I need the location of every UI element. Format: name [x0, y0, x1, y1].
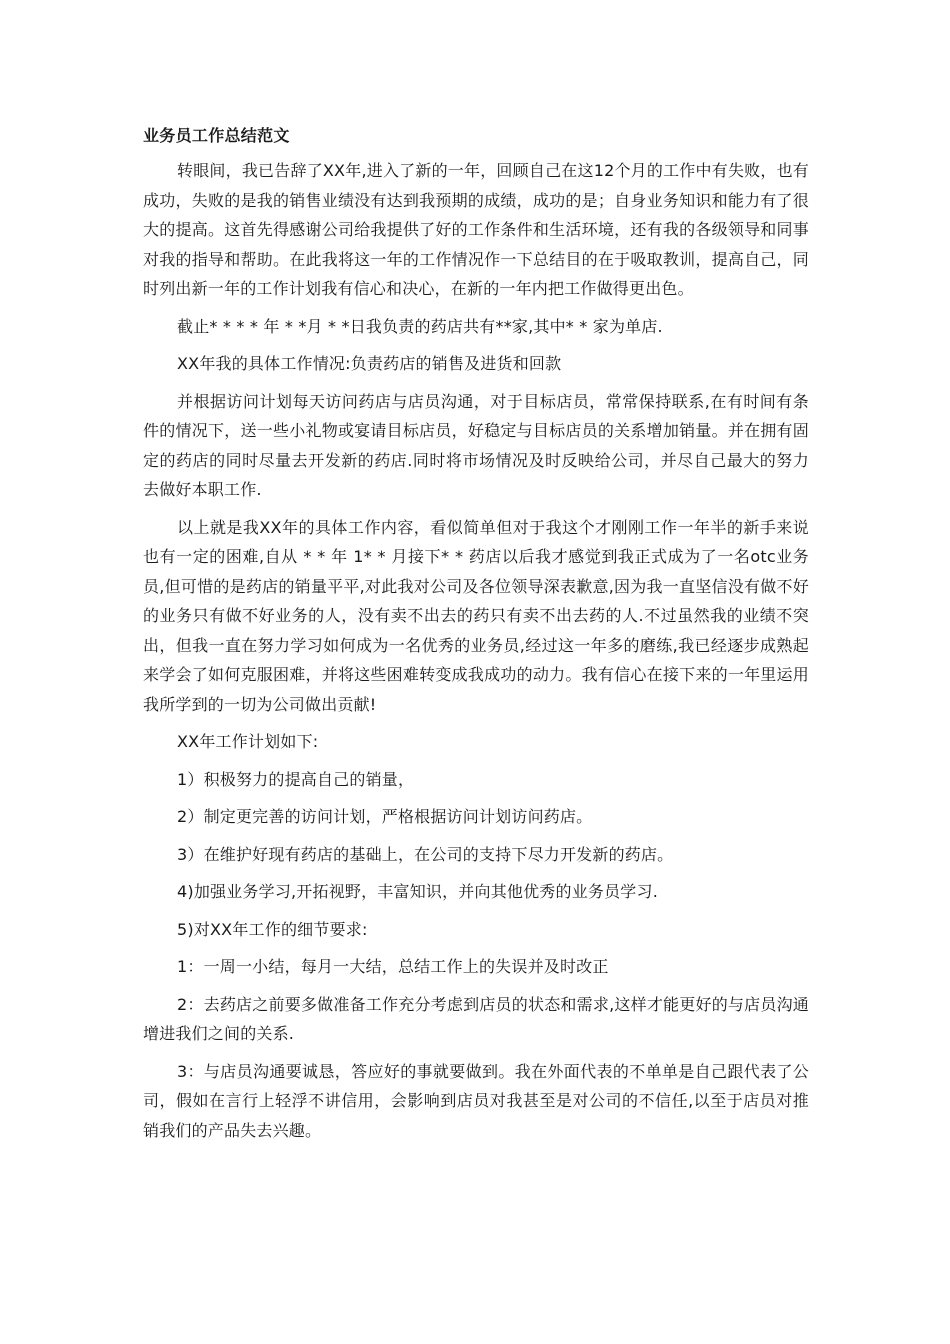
paragraph-visit-plan: 并根据访问计划每天访问药店与店员沟通，对于目标店员，常常保持联系,在有时间有条件的情况下，送一些小礼物或宴请目标店员，好稳定与目标店员的关系增加销量。并在拥有固定的药店的同时尽量去开发新的药店.同时将市场情况及时反映给公司，并尽自己最大的努力去做好本职工作.: [143, 391, 809, 499]
document-page: [143, 124, 809, 1153]
paragraph-intro: 转眼间，我已告辞了XX年,进入了新的一年，回顾自己在这12个月的工作中有失败，也有成功，失败的是我的销售业绩没有达到我预期的成绩，成功的是；自身业务知识和能力有了很大的提高。这首先得感谢公司给我提供了好的工作条件和生活环境，还有我的各级领导和同事对我的指导和帮助。在此我将这一年的工作情况作一下总结目的在于吸取教训，提高自己，同时列出新一年的工作计划我有信心和决心，在新的一年内把工作做得更出色。: [143, 161, 809, 298]
paragraph-work-scope: XX年我的具体工作情况:负责药店的销售及进货和回款: [177, 354, 562, 373]
detail-item-3: 3：与店员沟通要诚恳，答应好的事就要做到。我在外面代表的不单单是自己跟代表了公司，假如在言行上轻浮不讲信用，会影响到店员对我甚至是对公司的不信任,以至于店员对推销我们的产品失去兴趣。: [143, 1061, 809, 1140]
plan-item-2: 2）制定更完善的访问计划，严格根据访问计划访问药店。: [177, 807, 593, 826]
detail-item-1: 1：一周一小结，每月一大结，总结工作上的失误并及时改正: [177, 957, 609, 976]
paragraph-reflection: 以上就是我XX年的具体工作内容，看似简单但对于我这个才刚刚工作一年半的新手来说也有一定的困难,自从 * * 年 1* * 月接下* * 药店以后我才感觉到我正式成为了一名otc业务员,但可惜的是药店的销量平平,对此我对公司及各位领导深表歉意,因为我一直坚信没有做不好的业务只有做不好业务的人，没有卖不出去的药只有卖不出去药的人.不过虽然我的业绩不突出，但我一直在努力学习如何成为一名优秀的业务员,经过这一年多的磨练,我已经逐步成熟起来学会了如何克服困难，并将这些困难转变成我成功的动力。我有信心在接下来的一年里运用我所学到的一切为公司做出贡献!: [143, 517, 809, 714]
plan-item-3: 3）在维护好现有药店的基础上，在公司的支持下尽力开发新的药店。: [177, 844, 674, 864]
plan-item-5: 5)对XX年工作的细节要求:: [177, 919, 368, 939]
detail-item-2: 2：去药店之前要多做准备工作充分考虑到店员的状态和需求,这样才能更好的与店员沟通增进我们之间的关系.: [143, 994, 809, 1043]
plan-item-4: 4)加强业务学习,开拓视野，丰富知识，并向其他优秀的业务员学习.: [177, 882, 658, 901]
document-title: 业务员工作总结范文: [143, 126, 290, 145]
paragraph-plan-heading: XX年工作计划如下:: [177, 732, 319, 751]
paragraph-store-count: 截止* * * * 年 * *月 * *日我负责的药店共有**家,其中* * 家为单店.: [177, 316, 663, 336]
plan-item-1: 1）积极努力的提高自己的销量，: [177, 769, 415, 789]
